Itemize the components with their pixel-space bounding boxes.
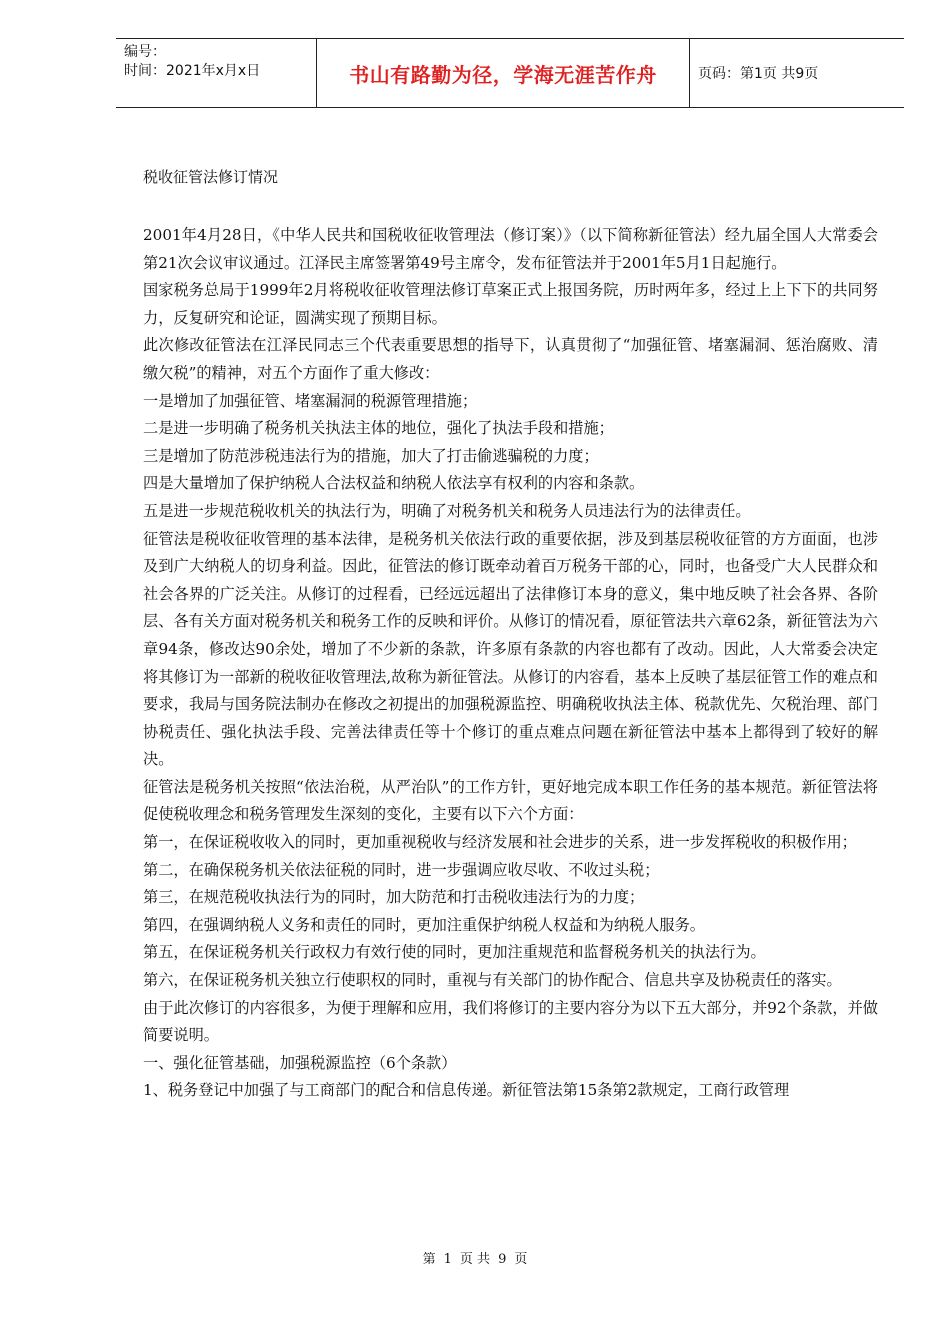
paragraph: 三是增加了防范涉税违法行为的措施，加大了打击偷逃骗税的力度；	[143, 446, 599, 465]
page-footer	[0, 1248, 950, 1267]
footer-prefix: 第	[422, 1252, 436, 1267]
paragraph: 一是增加了加强征管、堵塞漏洞的税源管理措施；	[143, 391, 478, 410]
footer-middle: 页 共	[459, 1252, 491, 1267]
paragraph: 五是进一步规范税收机关的执法行为，明确了对税务机关和税务人员违法行为的法律责任。	[143, 501, 751, 520]
paragraph: 第四，在强调纳税人义务和责任的同时，更加注重保护纳税人权益和为纳税人服务。	[143, 915, 705, 934]
paragraph: 第五，在保证税务机关行政权力有效行使的同时，更加注重规范和监督税务机关的执法行为。	[143, 943, 766, 962]
paragraph: 由于此次修订的内容很多，为便于理解和应用，我们将修订的主要内容分为以下五大部分，并92个条款，并做简要说明。	[143, 998, 878, 1045]
footer-total-pages: 9	[498, 1252, 507, 1267]
paragraph: 征管法是税务机关按照“依法治税，从严治队”的工作方针，更好地完成本职工作任务的基本规范。新征管法将促使税收理念和税务管理发生深刻的变化，主要有以下六个方面：	[143, 777, 878, 824]
document-body	[143, 222, 878, 1105]
paragraph: 第三，在规范税收执法行为的同时，加大防范和打击税收违法行为的力度；	[143, 888, 645, 907]
paragraph: 1、税务登记中加强了与工商部门的配合和信息传递。新征管法第15条第2款规定，工商行政管理	[143, 1081, 790, 1100]
paragraph: 2001年4月28日，《中华人民共和国税收征收管理法（修订案）》（以下简称新征管法）经九届全国人大常委会第21次会议审议通过。江泽民主席签署第49号主席令，发布征管法并于2001年5月1日起施行。	[143, 226, 878, 272]
paragraph: 四是大量增加了保护纳税人合法权益和纳税人依法享有权利的内容和条款。	[143, 474, 645, 493]
header-page-label: 页码：第1页 共9页	[698, 66, 819, 82]
paragraph: 国家税务总局于1999年2月将税收征收管理法修订草案正式上报国务院，历时两年多，经过上上下下的共同努力，反复研究和论证，圆满实现了预期目标。	[143, 281, 878, 327]
header-meta-cell	[116, 39, 316, 107]
footer-page-number: 1	[443, 1252, 452, 1267]
document-title: 税收征管法修订情况	[143, 168, 279, 186]
paragraph: 第二，在确保税务机关依法征税的同时，进一步强调应收尽收、不收过头税；	[143, 860, 660, 879]
footer-suffix: 页	[514, 1252, 528, 1267]
header-table	[116, 38, 904, 108]
header-motto-cell	[316, 39, 690, 107]
document-time-label: 时间：2021年x月x日	[124, 63, 261, 79]
header-page-cell	[690, 39, 904, 107]
paragraph: 第一，在保证税收收入的同时，更加重视税收与经济发展和社会进步的关系，进一步发挥税收的积极作用；	[143, 833, 857, 852]
header-motto: 书山有路勤为径，学海无涯苦作舟	[349, 62, 657, 87]
document-number-label: 编号：	[124, 44, 166, 60]
paragraph: 征管法是税收征收管理的基本法律，是税务机关依法行政的重要依据，涉及到基层税收征管的方方面面，也涉及到广大纳税人的切身利益。因此，征管法的修订既牵动着百万税务干部的心，同时，也备受广大人民群众和社会各界的广泛关注。从修订的过程看，已经远远超出了法律修订本身的意义，集中地反映了社会各界、各阶层、各有关方面对税务机关和税务工作的反映和评价。从修订的情况看，原征管法共六章62条，新征管法为六章94条，修改达90余处，增加了不少新的条款，许多原有条款的内容也都有了改动。因此，人大常委会决定将其修订为一部新的税收征收管理法,故称为新征管法。从修订的内容看，基本上反映了基层征管工作的难点和要求，我局与国务院法制办在修改之初提出的加强税源监控、明确税收执法主体、税款优先、欠税治理、部门协税责任、强化执法手段、完善法律责任等十个修订的重点难点问题在新征管法中基本上都得到了较好的解决。	[143, 529, 878, 769]
section-heading: 一、强化征管基础，加强税源监控（6个条款）	[143, 1053, 457, 1072]
paragraph: 二是进一步明确了税务机关执法主体的地位，强化了执法手段和措施；	[143, 419, 614, 438]
paragraph: 此次修改征管法在江泽民同志三个代表重要思想的指导下，认真贯彻了“加强征管、堵塞漏洞、惩治腐败、清缴欠税”的精神，对五个方面作了重大修改：	[143, 336, 878, 382]
paragraph: 第六，在保证税务机关独立行使职权的同时，重视与有关部门的协作配合、信息共享及协税责任的落实。	[143, 971, 842, 990]
